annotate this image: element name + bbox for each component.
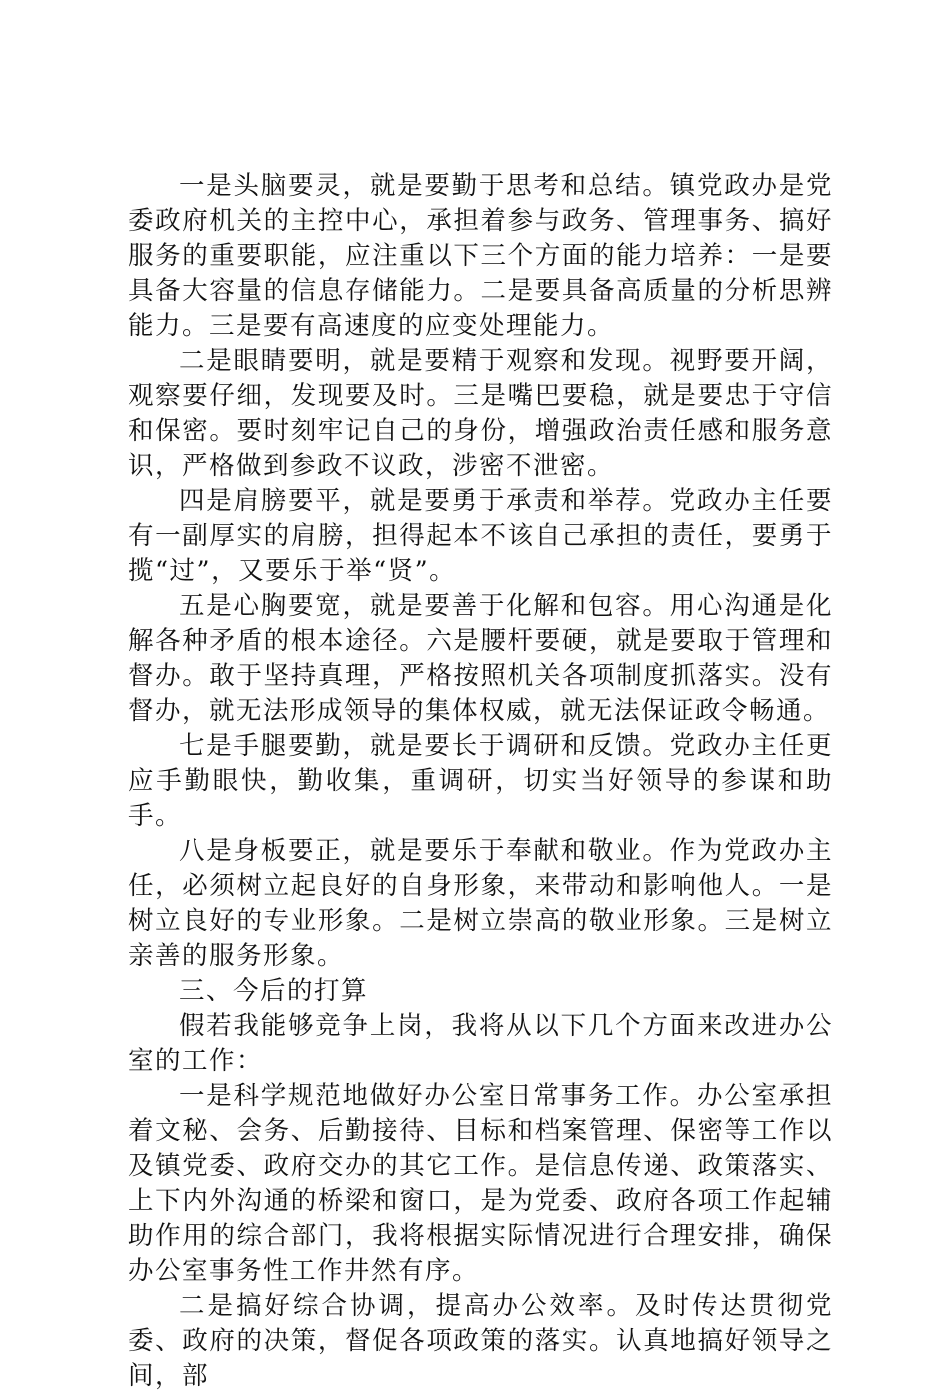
- paragraph-4: 五是心胸要宽，就是要善于化解和包容。用心沟通是化解各种矛盾的根本途径。六是腰杆要硬，就是要取于管理和督办。敢于坚持真理，严格按照机关各项制度抓落实。没有督办，就无法形成领导的集体权威，就无法保证政令畅通。: [128, 591, 833, 726]
- paragraph-9: 二是搞好综合协调，提高办公效率。及时传达贯彻党委、政府的决策，督促各项政策的落实。认真地搞好领导之间，部: [128, 1291, 833, 1391]
- paragraph-2: 二是眼睛要明，就是要精于观察和发现。视野要开阔，观察要仔细，发现要及时。三是嘴巴要稳，就是要忠于守信和保密。要时刻牢记自己的身份，增强政治责任感和服务意识，严格做到参政不议政，涉密不泄密。: [128, 346, 833, 481]
- paragraph-1: 一是头脑要灵，就是要勤于思考和总结。镇党政办是党委政府机关的主控中心，承担着参与政务、管理事务、搞好服务的重要职能，应注重以下三个方面的能力培养：一是要具备大容量的信息存储能力。二是要具备高质量的分析思辨能力。三是要有高速度的应变处理能力。: [128, 171, 833, 341]
- paragraph-7: 假若我能够竞争上岗，我将从以下几个方面来改进办公室的工作：: [128, 1011, 833, 1076]
- section-heading: 三、今后的打算: [179, 976, 369, 1006]
- paragraph-3: 四是肩膀要平，就是要勇于承责和举荐。党政办主任要有一副厚实的肩膀，担得起本不该自己承担的责任，要勇于揽“过”，又要乐于举“贤”。: [128, 486, 833, 586]
- paragraph-6: 八是身板要正，就是要乐于奉献和敬业。作为党政办主任，必须树立起良好的自身形象，来带动和影响他人。一是树立良好的专业形象。二是树立崇高的敬业形象。三是树立亲善的服务形象。: [128, 836, 833, 971]
- document-body: [128, 169, 833, 1394]
- paragraph-8: 一是科学规范地做好办公室日常事务工作。办公室承担着文秘、会务、后勤接待、目标和档案管理、保密等工作以及镇党委、政府交办的其它工作。是信息传递、政策落实、上下内外沟通的桥梁和窗口，是为党委、政府各项工作起辅助作用的综合部门，我将根据实际情况进行合理安排，确保办公室事务性工作井然有序。: [128, 1081, 833, 1286]
- paragraph-5: 七是手腿要勤，就是要长于调研和反馈。党政办主任更应手勤眼快，勤收集，重调研，切实当好领导的参谋和助手。: [128, 731, 833, 831]
